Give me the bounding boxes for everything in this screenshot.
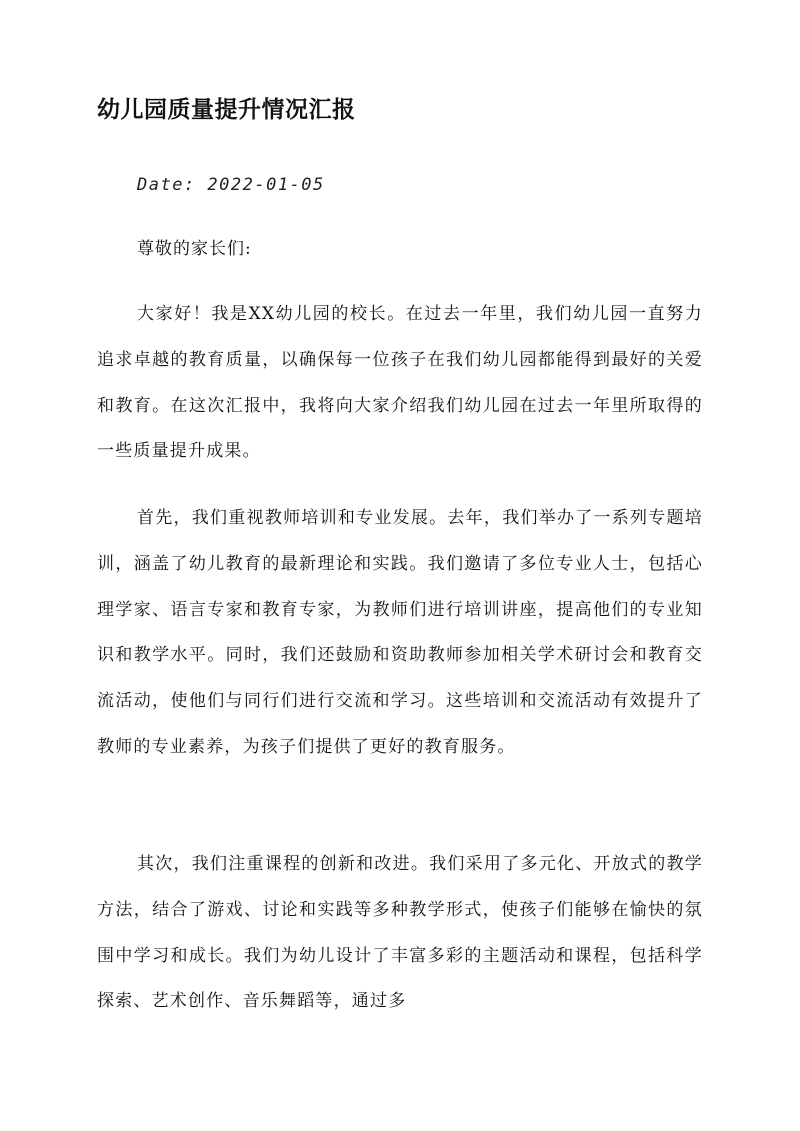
paragraph-curriculum: 其次，我们注重课程的创新和改进。我们采用了多元化、开放式的教学方法，结合了游戏、讨论和实践等多种教学形式，使孩子们能够在愉快的氛围中学习和成长。我们为幼儿设计了丰富多彩的主题活动和课程，包括科学探索、艺术创作、音乐舞蹈等，通过多 (97, 854, 703, 1012)
salutation: 尊敬的家长们: (137, 239, 252, 259)
paragraph-introduction: 大家好！我是XX幼儿园的校长。在过去一年里，我们幼儿园一直努力追求卓越的教育质量，以确保每一位孩子在我们幼儿园都能得到最好的关爱和教育。在这次汇报中，我将向大家介绍我们幼儿园在过去一年里所取得的一些质量提升成果。 (97, 304, 703, 462)
paragraph-teacher-training: 首先，我们重视教师培训和专业发展。去年，我们举办了一系列专题培训，涵盖了幼儿教育的最新理论和实践。我们邀请了多位专业人士，包括心理学家、语言专家和教育专家，为教师们进行培训讲座，提高他们的专业知识和教学水平。同时，我们还鼓励和资助教师参加相关学术研讨会和教育交流活动，使他们与同行们进行交流和学习。这些培训和交流活动有效提升了教师的专业素养，为孩子们提供了更好的教育服务。 (97, 508, 703, 757)
document-date: Date: 2022-01-05 (137, 175, 325, 195)
document-title: 幼儿园质量提升情况汇报 (97, 96, 356, 123)
